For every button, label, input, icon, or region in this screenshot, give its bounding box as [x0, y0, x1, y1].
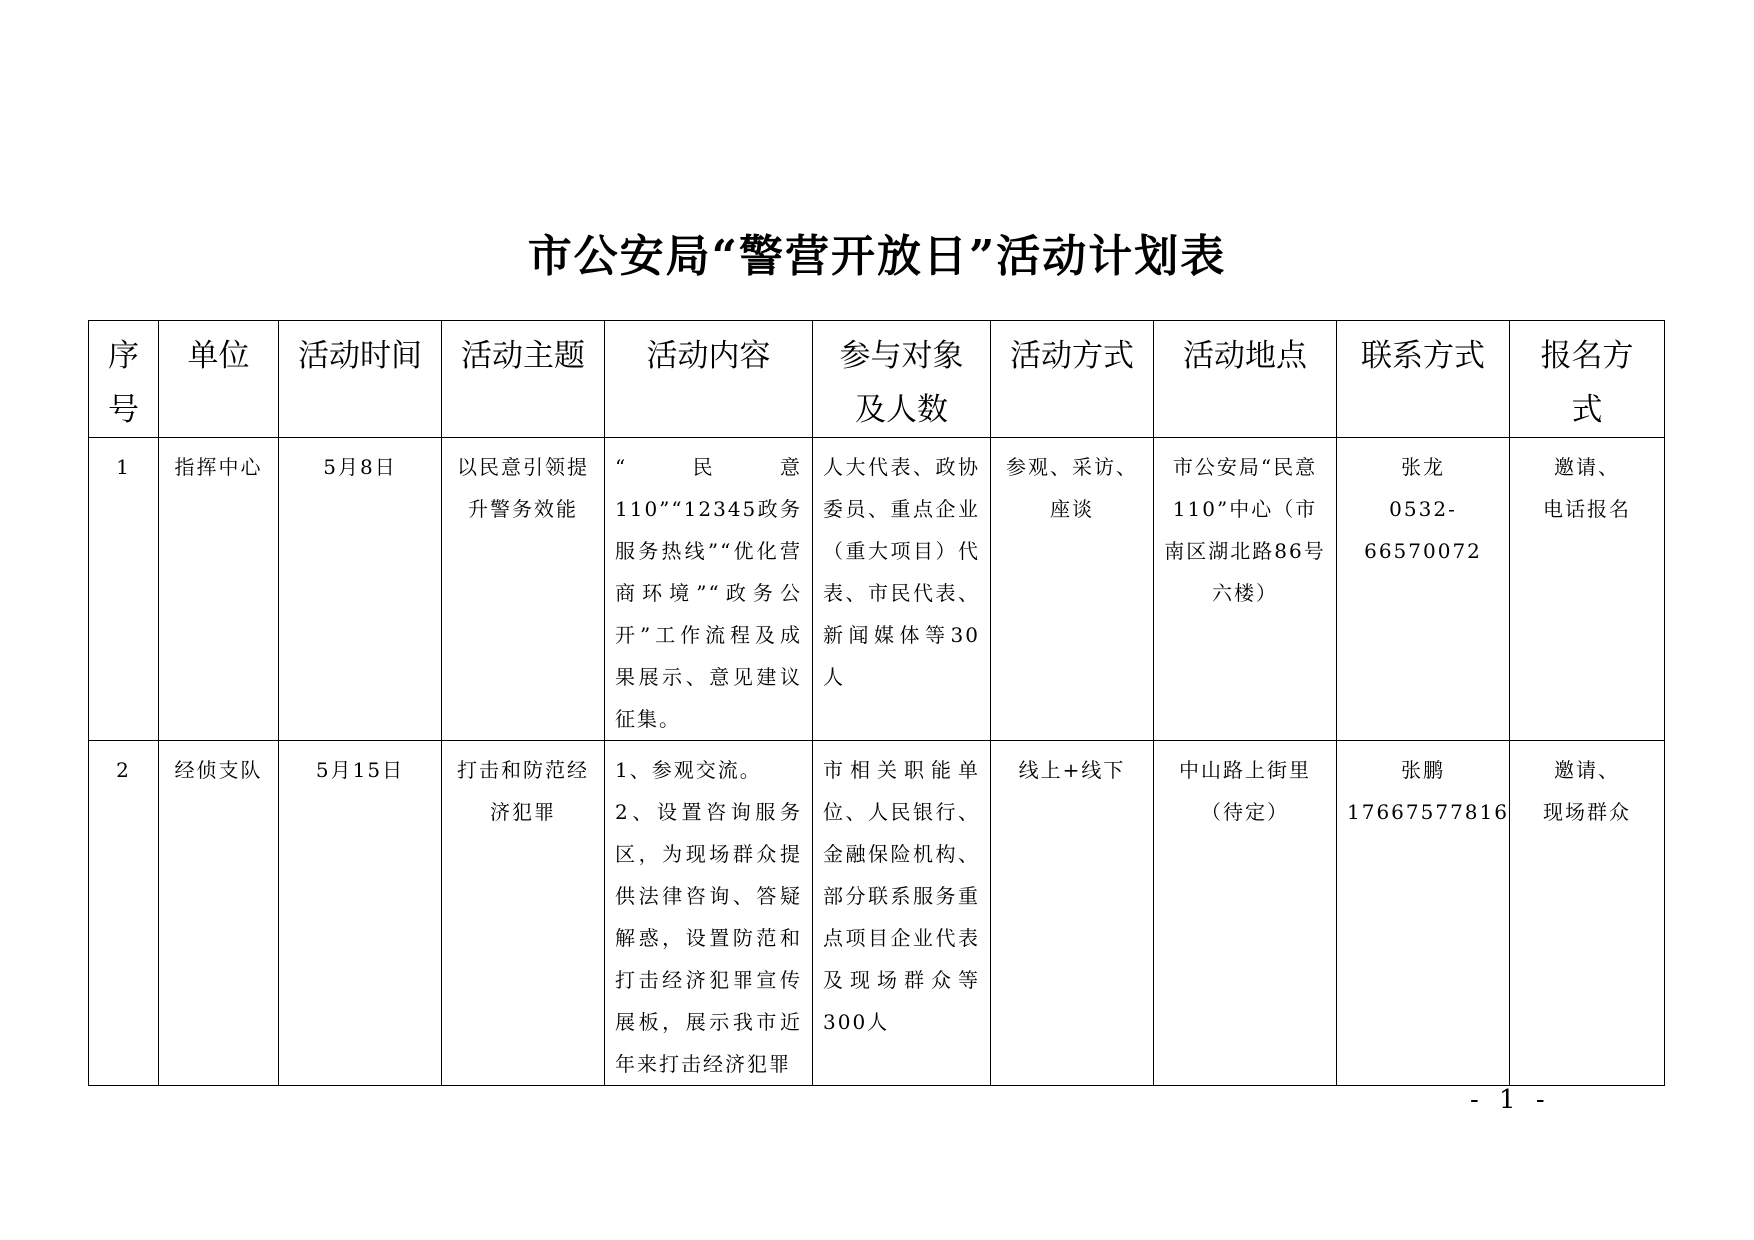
signup-line-2: 电话报名: [1543, 497, 1631, 521]
header-contact: 联系方式: [1337, 321, 1510, 438]
row-location: 中山路上街里（待定）: [1154, 741, 1337, 1086]
row-content: “民意110”“12345政务服务热线”“优化营商环境”“政务公开”工作流程及成果展示、意见建议征集。: [605, 438, 813, 741]
header-theme: 活动主题: [442, 321, 605, 438]
row-contact: [1337, 741, 1510, 1086]
contact-phone: 17667577816: [1347, 800, 1509, 824]
row-participants: 市相关职能单位、人民银行、金融保险机构、部分联系服务重点项目企业代表及现场群众等300人: [813, 741, 991, 1086]
signup-line-2: 现场群众: [1543, 800, 1631, 824]
page-number: - 1 -: [1470, 1085, 1551, 1115]
contact-phone: 0532-66570072: [1364, 497, 1482, 563]
header-location: 活动地点: [1154, 321, 1337, 438]
row-participants: 人大代表、政协委员、重点企业（重大项目）代表、市民代表、新闻媒体等30人: [813, 438, 991, 741]
header-signup: 报名方式: [1510, 321, 1665, 438]
row-time: 5月8日: [279, 438, 442, 741]
signup-line-1: 邀请、: [1554, 758, 1620, 782]
row-unit: 指挥中心: [159, 438, 279, 741]
header-method: 活动方式: [991, 321, 1154, 438]
table-row: [89, 741, 1665, 1086]
row-content: [605, 741, 813, 1086]
header-time: 活动时间: [279, 321, 442, 438]
document-title: 市公安局“警营开放日”活动计划表: [527, 231, 1227, 282]
header-participants: 参与对象及人数: [813, 321, 991, 438]
signup-line-1: 邀请、: [1554, 455, 1620, 479]
content-line-1: 1、参观交流。: [615, 758, 762, 782]
row-signup: [1510, 741, 1665, 1086]
header-unit: 单位: [159, 321, 279, 438]
row-no: 2: [89, 741, 159, 1086]
row-location: 市公安局“民意110”中心（市南区湖北路86号六楼）: [1154, 438, 1337, 741]
header-content: 活动内容: [605, 321, 813, 438]
row-no: 1: [89, 438, 159, 741]
row-theme: 以民意引领提升警务效能: [442, 438, 605, 741]
table-row: [89, 438, 1665, 741]
row-signup: [1510, 438, 1665, 741]
row-unit: 经侦支队: [159, 741, 279, 1086]
content-line-2: 2、设置咨询服务区，为现场群众提供法律咨询、答疑解惑，设置防范和打击经济犯罪宣传展板，展示我市近年来打击经济犯罪: [615, 800, 802, 1076]
row-contact: [1337, 438, 1510, 741]
contact-name: 张龙: [1401, 455, 1445, 479]
row-time: 5月15日: [279, 741, 442, 1086]
contact-name: 张鹏: [1401, 758, 1445, 782]
activity-plan-table: [88, 320, 1665, 1086]
row-method: 参观、采访、座谈: [991, 438, 1154, 741]
row-theme: 打击和防范经济犯罪: [442, 741, 605, 1086]
row-method: 线上+线下: [991, 741, 1154, 1086]
table-header-row: [89, 321, 1665, 438]
header-no: 序号: [89, 321, 159, 438]
